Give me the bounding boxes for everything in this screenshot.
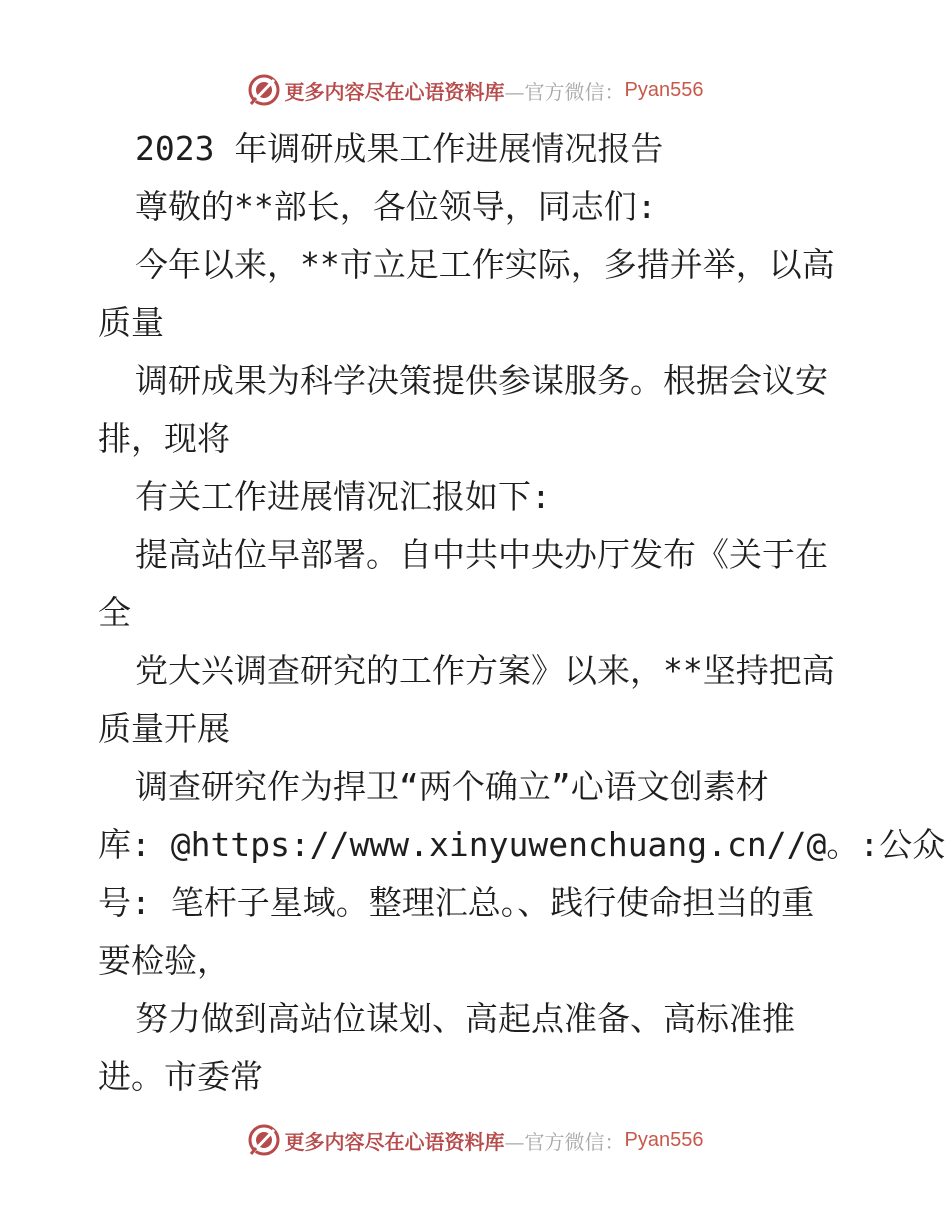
paragraph-line: 排，现将: [98, 419, 230, 458]
paragraph-line: 提高站位早部署。自中共中央办厅发布《关于在: [135, 535, 828, 574]
header-separator-text: —官方微信：: [504, 79, 625, 104]
paragraph-list: [98, 236, 946, 1106]
pen-seal-icon: [247, 1123, 281, 1157]
document-body: [98, 120, 946, 1106]
paragraph-line: 调研成果为科学决策提供参谋服务。根据会议安: [135, 361, 828, 400]
paragraph: [98, 758, 946, 990]
document-salutation: 尊敬的**部长，各位领导，同志们:: [135, 187, 657, 226]
header-brand-text: 更多内容尽在心语资料库: [284, 79, 505, 104]
pen-seal-icon: [247, 73, 281, 107]
footer-brand-text: 更多内容尽在心语资料库: [284, 1129, 505, 1154]
header-watermark: [0, 70, 950, 110]
footer-watermark: [0, 1120, 950, 1160]
paragraph-line: 全: [98, 593, 131, 632]
paragraph-line: 质量: [98, 303, 164, 342]
paragraph: [98, 526, 858, 642]
paragraph-line: 今年以来，**市立足工作实际，多措并举，以高: [135, 245, 835, 284]
paragraph: [98, 352, 858, 468]
paragraph-line: 质量开展: [98, 709, 230, 748]
paragraph-line: 进。市委常: [98, 1057, 263, 1096]
document-title: 2023 年调研成果工作进展情况报告: [135, 129, 664, 168]
paragraph-line: 党大兴调查研究的工作方案》以来，**坚持把高: [135, 651, 835, 690]
paragraph-line: 号: 笔杆子星域。整理汇总。、践行使命担当的重: [98, 883, 815, 922]
paragraph: [98, 990, 858, 1106]
paragraph: [98, 468, 858, 526]
footer-separator-text: —官方微信：: [504, 1129, 625, 1154]
header-wechat-handle: Pyan556: [624, 78, 704, 101]
paragraph-line: 努力做到高站位谋划、高起点准备、高标准推: [135, 999, 795, 1038]
paragraph-line: 要检验，: [98, 941, 230, 980]
paragraph-line: 调查研究作为捍卫“两个确立”心语文创素材: [135, 767, 769, 806]
paragraph: [98, 236, 858, 352]
paragraph: [98, 642, 858, 758]
paragraph-line: 有关工作进展情况汇报如下:: [135, 477, 551, 516]
paragraph-line: 库: @https://www.xinyuwenchuang.cn//@。:公众: [98, 825, 946, 864]
footer-wechat-handle: Pyan556: [624, 1128, 704, 1151]
